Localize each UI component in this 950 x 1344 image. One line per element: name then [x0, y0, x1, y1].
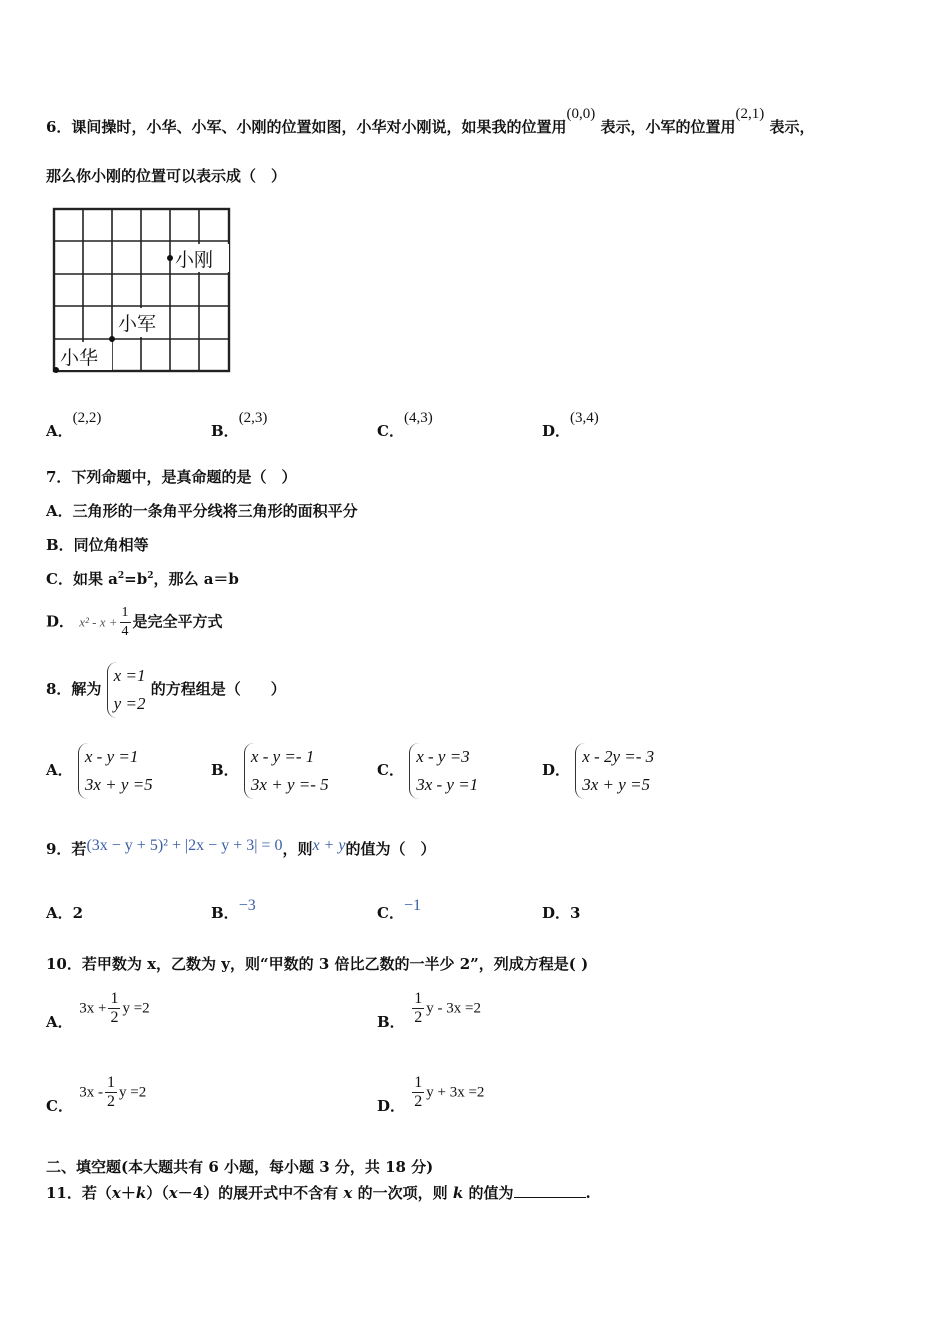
jun-point	[109, 336, 115, 342]
label-xiaogang: 小刚	[175, 249, 214, 271]
q9-stem: 9．若(3x − y + 5)² + |2x − y + 3| = 0，则x + y的值为（ ）	[46, 837, 436, 858]
q9-equation: (3x − y + 5)² + |2x − y + 3| = 0	[86, 837, 283, 854]
q9-option-a: A．2	[46, 904, 84, 922]
q10-option-b: B． $\frac{1}{2}$ y - 3x =2	[377, 990, 481, 1031]
section-2-heading: 二、填空题(本大题共有 6 小题，每小题 3 分，共 18 分)	[46, 1158, 434, 1176]
q10-stem: 10．若甲数为 x，乙数为 y，则“甲数的 3 倍比乙数的一半少 2”，列成方程是( )	[46, 955, 589, 973]
q6-option-d: D．(3,4)	[542, 410, 599, 440]
gang-point	[167, 255, 173, 261]
q6-option-c: C．(4,3)	[377, 410, 433, 440]
q9-option-d: D．3	[542, 904, 581, 922]
q6-coord-jun: (2,1)	[735, 106, 765, 122]
q7-option-a: A．三角形的一条角平分线将三角形的面积平分	[46, 502, 358, 520]
q6-option-b: B．(2,3)	[211, 410, 268, 440]
q6-option-a: A．(2,2)	[46, 410, 102, 440]
q7-option-d: D． x² - x + $\frac{1}{4}$ 是完全平方式	[46, 605, 223, 639]
q8-option-b: B． x - y =- 1 3x + y =- 5	[211, 743, 329, 799]
label-xiaohua: 小华	[60, 347, 99, 369]
q10-option-a: A． 3x + $\frac{1}{2}$ y =2	[46, 990, 150, 1031]
hua-point	[53, 367, 59, 373]
q11-answer-blank[interactable]	[514, 1185, 586, 1198]
q10-option-d: D． $\frac{1}{2}$ y + 3x =2	[377, 1074, 485, 1115]
q7-option-c: C．如果 $a^2=b^2$，那么 a＝b	[46, 570, 239, 588]
q8-option-d: D． x - 2y =- 3 3x + y =5	[542, 743, 654, 799]
label-xiaojun: 小军	[118, 313, 157, 335]
q9-option-b: B．−3	[211, 897, 256, 922]
q8-stem: 8．解为 x =1 y =2 的方程组是（ ）	[46, 662, 286, 718]
position-grid-figure	[50, 204, 235, 376]
q8-solution-system: x =1 y =2	[107, 662, 146, 718]
q11-stem: 11．若（x＋k）（x－4）的展开式中不含有 x 的一次项，则 k 的值为 .	[46, 1184, 591, 1202]
q7-stem: 7．下列命题中，是真命题的是（ ）	[46, 468, 297, 486]
q6-stem-line2: 那么你小刚的位置可以表示成（ ）	[46, 167, 287, 185]
q10-option-c: C． 3x - $\frac{1}{2}$ y =2	[46, 1074, 147, 1115]
q6-stem-line1: 6．课间操时，小华、小军、小刚的位置如图，小华对小刚说，如果我的位置用(0,0) 表示，小军的位置用(2,1) 表示，	[46, 106, 815, 136]
q7-option-b: B．同位角相等	[46, 536, 149, 554]
q9-option-c: C．−1	[377, 897, 421, 922]
q6-coord-hua: (0,0)	[566, 106, 596, 122]
q8-option-a: A． x - y =1 3x + y =5	[46, 743, 153, 799]
q8-option-c: C． x - y =3 3x - y =1	[377, 743, 478, 799]
